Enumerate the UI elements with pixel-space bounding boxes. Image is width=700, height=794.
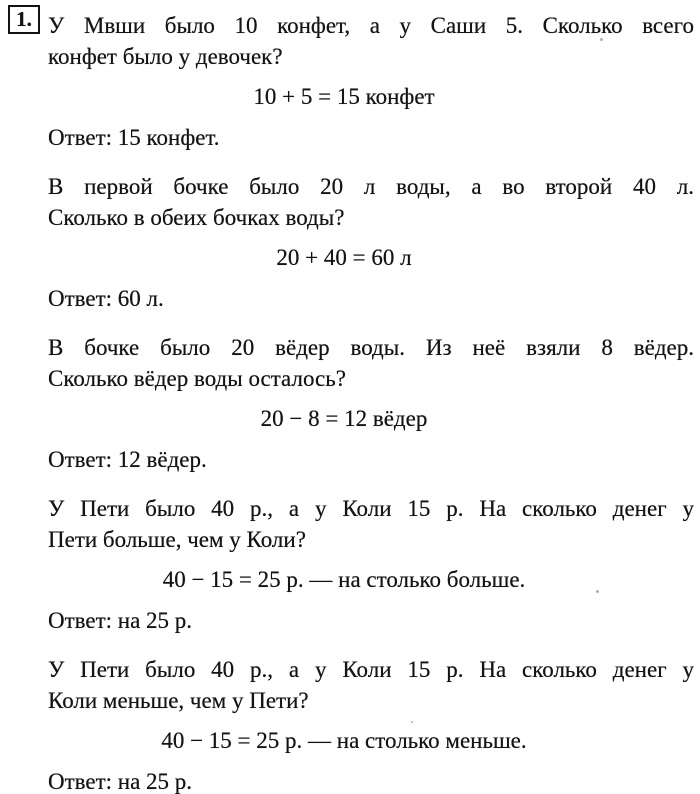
answer-line: Ответ: на 25 р. [48, 608, 193, 633]
question-paragraph [48, 10, 694, 72]
problem-block-3 [48, 332, 694, 475]
question-line: Сколько в обеих бочках воды? [48, 205, 345, 230]
scan-speck [596, 590, 599, 593]
question-paragraph [48, 332, 694, 394]
equation: 40 − 15 = 25 р. — на столько больше. [162, 567, 526, 592]
problem-block-5 [48, 654, 694, 794]
problem-block-4 [48, 493, 694, 636]
equation: 10 + 5 = 15 конфет [253, 84, 435, 109]
answer-line: Ответ: на 25 р. [48, 769, 193, 794]
question-line: Сколько вёдер воды осталось? [48, 366, 346, 391]
scan-speck [411, 721, 413, 723]
equation: 20 − 8 = 12 вёдер [260, 406, 428, 431]
equation: 40 − 15 = 25 р. — на столько меньше. [161, 728, 527, 753]
question-line: Коли меньше, чем у Пети? [48, 688, 309, 713]
question-paragraph [48, 654, 694, 716]
answer-line: Ответ: 60 л. [48, 286, 164, 311]
problem-block-2 [48, 171, 694, 314]
problem-block-1 [48, 10, 694, 153]
question-line: конфет было у девочек? [48, 44, 283, 69]
scan-speck [600, 38, 603, 41]
question-line: У Пети было 40 р., а у Коли 15 р. На сколько денег у [48, 496, 694, 521]
question-line: В бочке было 20 вёдер воды. Из неё взяли 8 вёдер. [48, 335, 694, 360]
question-line: В первой бочке было 20 л воды, а во второй 40 л. [48, 174, 694, 199]
question-line: У Пети было 40 р., а у Коли 15 р. На сколько денег у [48, 657, 694, 682]
question-line: У Мвши было 10 конфет, а у Саши 5. Сколько всего [48, 13, 694, 38]
answer-line: Ответ: 15 конфет. [48, 125, 220, 150]
question-line: Пети больше, чем у Коли? [48, 527, 306, 552]
question-paragraph [48, 493, 694, 555]
equation: 20 + 40 = 60 л [276, 245, 412, 270]
question-paragraph [48, 171, 694, 233]
problem-number: 1. [16, 7, 32, 31]
answer-line: Ответ: 12 вёдер. [48, 447, 207, 472]
